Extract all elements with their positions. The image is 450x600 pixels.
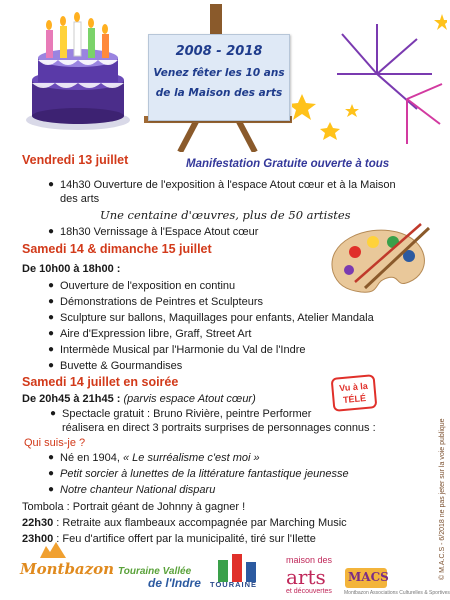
maison-arts-logo-line-2: arts	[286, 565, 326, 589]
section1-item-2	[60, 225, 258, 239]
touraine-logo: TOURAINE	[210, 580, 258, 589]
bullet-icon: ●	[48, 296, 55, 307]
anniversary-line-2: Venez fêter les 10 ans	[153, 67, 285, 79]
section1-item-1-time: 14h30	[60, 179, 91, 191]
tele-badge-line-2: TÉLÉ	[342, 392, 367, 405]
montbazon-logo-icon	[38, 540, 68, 560]
tele-badge-line-1: Vu à la	[338, 380, 369, 394]
bullet-icon: ●	[48, 280, 55, 291]
section3-who: Qui suis-je ?	[24, 437, 86, 449]
clue-1-italic: « Le surréalisme c'est moi »	[123, 452, 260, 464]
bullet-icon: ●	[50, 408, 57, 419]
clue-1-plain: Né en 1904,	[60, 452, 123, 464]
copyright-text: © M.A.C.S - 6/2018 ne pas jeter sur la voie publique	[439, 418, 446, 580]
list-item: Buvette & Gourmandises	[60, 360, 183, 372]
macs-logo-subtitle: Montbazon Associations Culturelles & Sportives	[344, 590, 450, 596]
birthday-cake-icon	[18, 8, 138, 133]
retraite	[22, 516, 347, 530]
section1-date: Vendredi 13 juillet	[22, 153, 129, 167]
section3-show-line-2: réalisera en direct 3 portraits surprises de personnages connus :	[62, 422, 376, 434]
bullet-icon: ●	[48, 452, 55, 463]
section1-highlight: Une centaine d'œuvres, plus de 50 artistes	[100, 208, 351, 222]
bullet-icon: ●	[48, 468, 55, 479]
touraine-logo-icon	[212, 552, 267, 582]
section1-item-1-cont: des arts	[60, 193, 100, 205]
touraine-vallee-logo-line-1: Touraine Vallée	[118, 566, 192, 577]
easel-board-panel	[148, 34, 290, 121]
feu-text: : Feu d'artifice offert par la municipalité, tiré sur l'Ilette	[53, 533, 316, 545]
copyright-vertical	[432, 380, 446, 580]
section1-item-2-time: 18h30	[60, 226, 91, 238]
bullet-icon: ●	[48, 312, 55, 323]
anniversary-line-3: de la Maison des arts	[155, 87, 283, 99]
section2-hours: De 10h00 à 18h00 :	[22, 263, 121, 275]
list-item	[60, 467, 349, 481]
list-item	[60, 483, 215, 497]
section3-hours	[22, 392, 256, 406]
bullet-icon: ●	[48, 226, 55, 237]
clue-3-italic: Notre chanteur National disparu	[60, 484, 216, 496]
section3-show-line-1: Spectacle gratuit : Bruno Rivière, peintre Performer	[62, 408, 312, 420]
retraite-time: 22h30	[22, 517, 54, 529]
list-item: Ouverture de l'exposition en continu	[60, 280, 236, 292]
bullet-icon: ●	[48, 344, 55, 355]
list-item: Démonstrations de Peintres et Sculpteurs	[60, 296, 263, 308]
clue-2-italic: Petit sorcier à lunettes de la littérature fantastique jeunesse	[60, 468, 349, 480]
tombola: Tombola : Portrait géant de Johnny à gagner !	[22, 501, 246, 513]
feu-time: 23h00	[22, 533, 54, 545]
section1-item-2-text: Vernissage à l'Espace Atout cœur	[90, 226, 259, 238]
free-event-note: Manifestation Gratuite ouverte à tous	[186, 158, 390, 170]
bullet-icon: ●	[48, 360, 55, 371]
maison-arts-logo-line-1: maison des	[286, 555, 333, 565]
bullet-icon: ●	[48, 328, 55, 339]
easel-board	[140, 4, 295, 152]
section3-hours-place: (parvis espace Atout cœur)	[120, 393, 256, 405]
bullet-icon: ●	[48, 484, 55, 495]
list-item: Intermède Musical par l'Harmonie du Val de l'Indre	[60, 344, 306, 356]
paint-palette-icon	[325, 222, 435, 296]
tele-badge	[331, 374, 378, 412]
bullet-icon: ●	[48, 179, 55, 190]
section1-item-1	[60, 178, 396, 192]
anniversary-years: 2008 - 2018	[175, 44, 263, 59]
section1-item-1-text: Ouverture de l'exposition à l'espace Atout cœur et à la Maison	[90, 179, 396, 191]
list-item: Aire d'Expression libre, Graff, Street Art	[60, 328, 252, 340]
montbazon-logo: Montbazon	[20, 560, 115, 578]
list-item: Sculpture sur ballons, Maquillages pour enfants, Atelier Mandala	[60, 312, 374, 324]
list-item	[60, 451, 260, 465]
section3-hours-time: De 20h45 à 21h45 :	[22, 393, 121, 405]
maison-arts-logo-line-3: et découvertes	[286, 588, 332, 595]
macs-logo: MACS	[348, 570, 389, 584]
retraite-text: : Retraite aux flambeaux accompagnée par Marching Music	[53, 517, 347, 529]
section2-date: Samedi 14 & dimanche 15 juillet	[22, 242, 212, 256]
fireworks-icon	[292, 4, 447, 154]
section3-date: Samedi 14 juillet en soirée	[22, 375, 179, 389]
touraine-vallee-logo-line-2: de l'Indre	[148, 576, 201, 590]
